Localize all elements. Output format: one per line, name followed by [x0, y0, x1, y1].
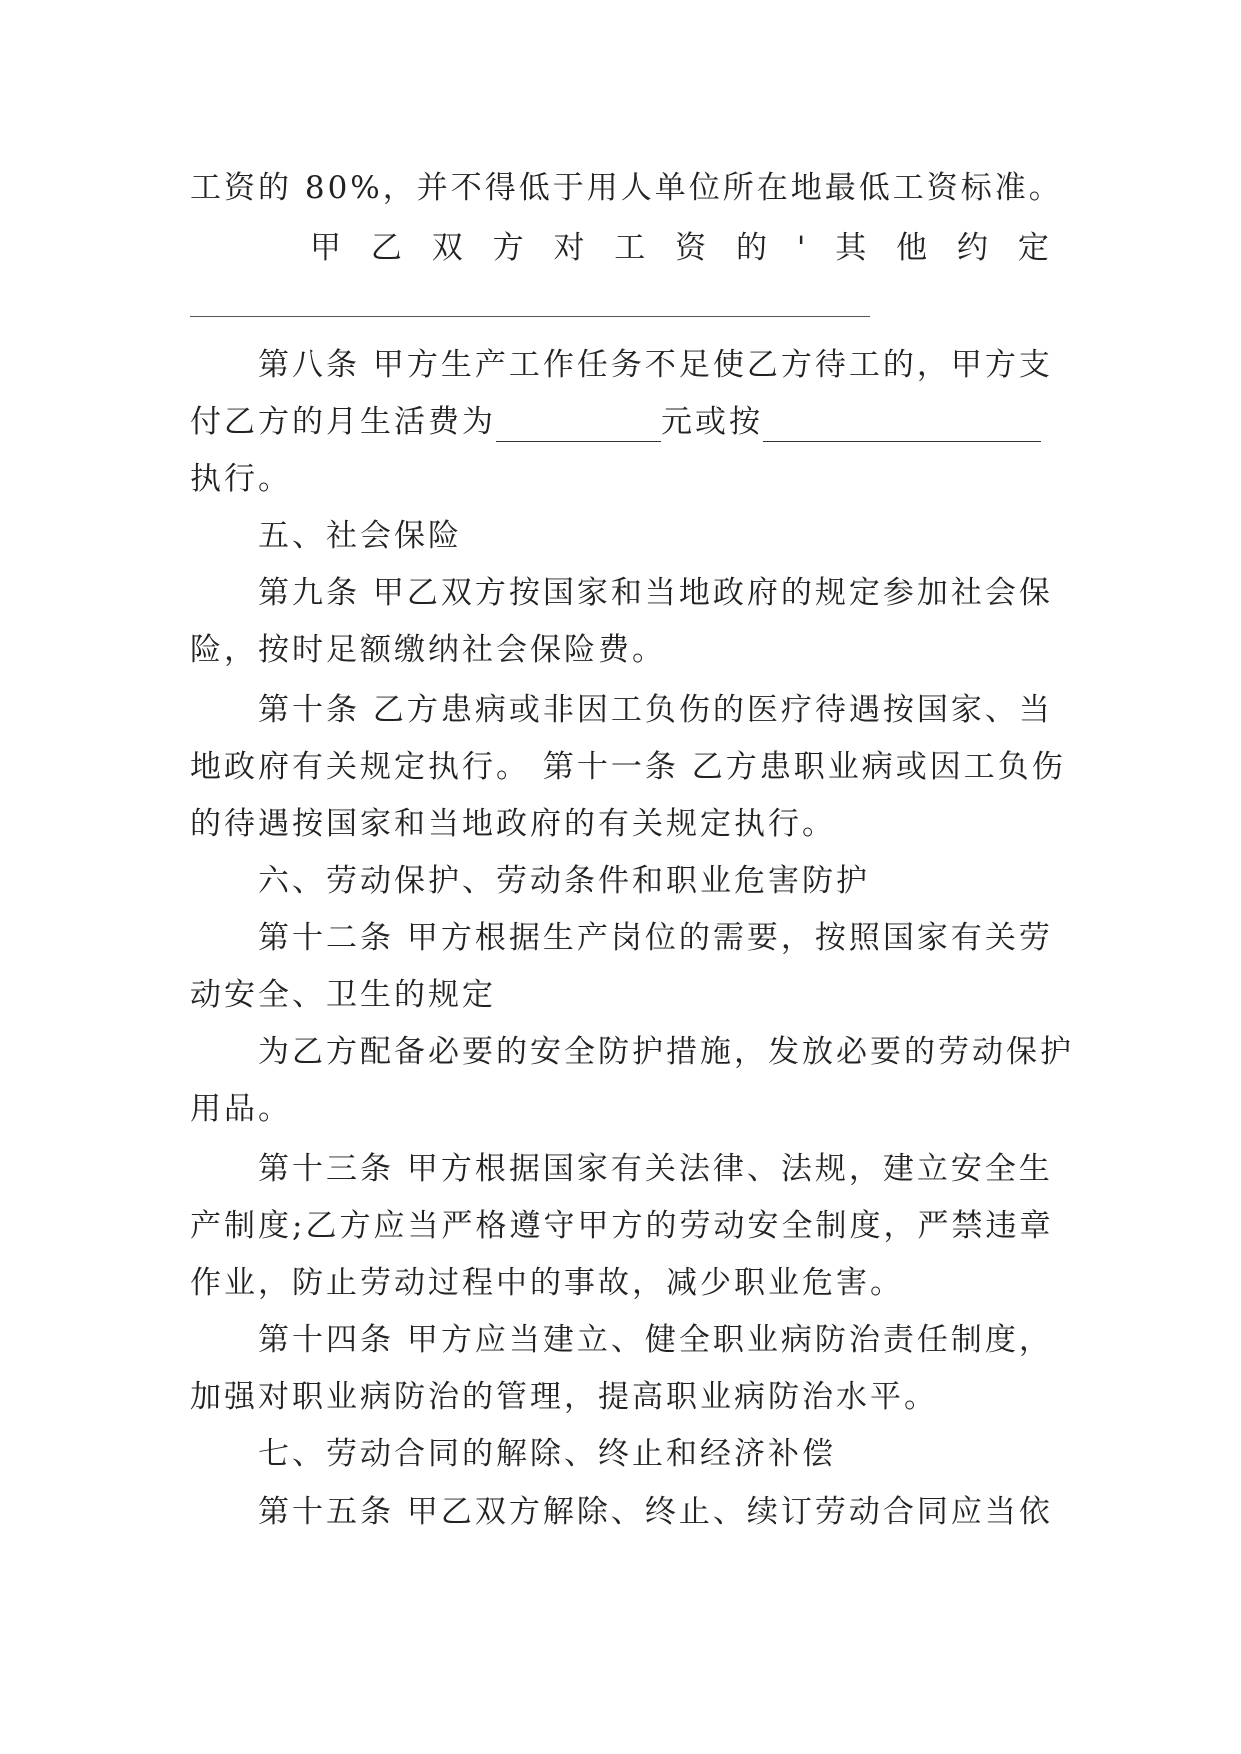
text-line: 用品。: [190, 1091, 292, 1127]
section-heading: 五、社会保险: [258, 518, 462, 554]
text-line: 险，按时足额缴纳社会保险费。: [190, 632, 666, 668]
text-segment: 付乙方的月生活费为: [190, 404, 496, 440]
article-9-line: 第九条 甲乙双方按国家和当地政府的规定参加社会保: [258, 575, 1053, 611]
text-line: 执行。: [190, 461, 292, 497]
text-line: 加强对职业病防治的管理，提高职业病防治水平。: [190, 1379, 938, 1415]
text-line: 工资的 80%，并不得低于用人单位所在地最低工资标准。: [190, 170, 1063, 206]
text-line: 为乙方配备必要的安全防护措施，发放必要的劳动保护: [258, 1034, 1074, 1070]
article-10-line: 第十条 乙方患病或非因工负伤的医疗待遇按国家、当: [258, 692, 1053, 728]
spread-char: 定: [1017, 230, 1052, 266]
spread-char: 约: [956, 230, 991, 266]
text-segment: 元或按: [661, 404, 763, 440]
spread-char: 方: [492, 230, 527, 266]
living-allowance-blank: [496, 411, 661, 442]
spread-char: 的: [736, 230, 771, 266]
text-line: 动安全、卫生的规定: [190, 977, 496, 1013]
spread-char: 甲: [310, 230, 344, 266]
spread-char: ': [796, 230, 809, 266]
fill-in-blank-rule: [190, 316, 870, 317]
spread-char: 资: [675, 230, 710, 266]
standard-blank: [763, 411, 1041, 442]
wage-other-agreement-line: [310, 228, 1052, 268]
spread-char: 他: [896, 230, 931, 266]
article-15-line: 第十五条 甲乙双方解除、终止、续订劳动合同应当依: [258, 1494, 1053, 1530]
spread-char: 乙: [370, 230, 405, 266]
article-13-line: 第十三条 甲方根据国家有关法律、法规，建立安全生: [258, 1151, 1053, 1187]
spread-char: 双: [431, 230, 466, 266]
article-12-line: 第十二条 甲方根据生产岗位的需要，按照国家有关劳: [258, 920, 1053, 956]
article-8-line: 第八条 甲方生产工作任务不足使乙方待工的，甲方支: [258, 347, 1053, 383]
article-14-line: 第十四条 甲方应当建立、健全职业病防治责任制度，: [258, 1322, 1053, 1358]
text-line: 作业，防止劳动过程中的事故，减少职业危害。: [190, 1265, 904, 1301]
spread-char: 对: [553, 230, 588, 266]
spread-char: 工: [614, 230, 649, 266]
text-line: 产制度;乙方应当严格遵守甲方的劳动安全制度，严禁违章: [190, 1208, 1054, 1244]
section-heading: 六、劳动保护、劳动条件和职业危害防护: [258, 863, 870, 899]
spread-char: 其: [835, 230, 870, 266]
text-line: 的待遇按国家和当地政府的有关规定执行。: [190, 806, 836, 842]
article-8-continued-line: [190, 402, 1052, 442]
text-line: 地政府有关规定执行。 第十一条 乙方患职业病或因工负伤: [190, 749, 1066, 785]
section-heading: 七、劳动合同的解除、终止和经济补偿: [258, 1436, 836, 1472]
